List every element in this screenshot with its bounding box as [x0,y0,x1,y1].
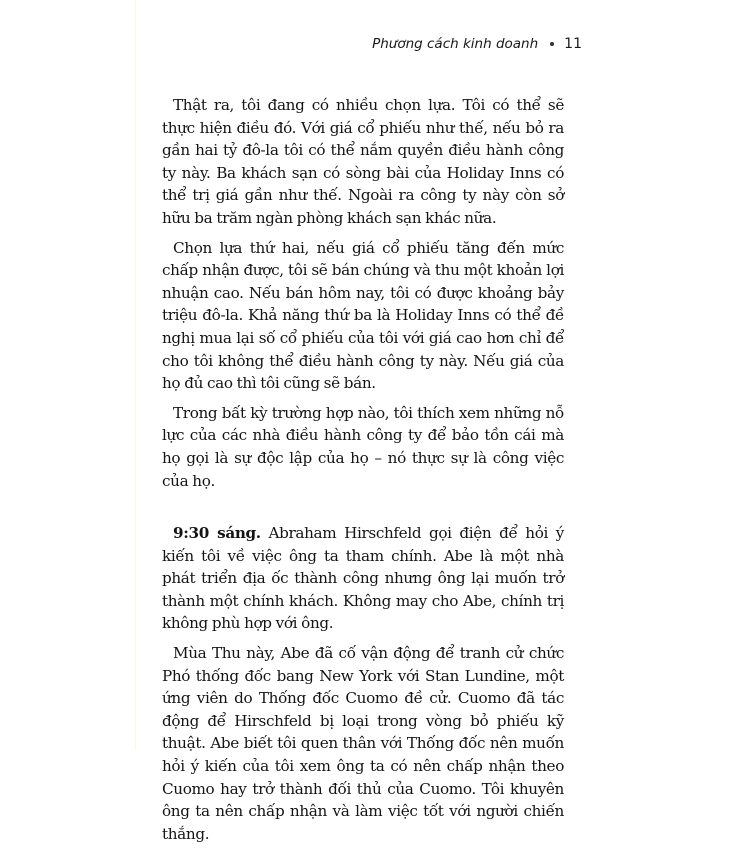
paragraph: Mùa Thu này, Abe đã cố vận động để tranh cử chức Phó thống đốc bang New York với Stan Lundine, một ứng viên do Thống đốc Cuomo đề cử. Cuomo đã tác động để Hirschfeld bị loại trong vòng bỏ phiếu kỹ thuật. Abe biết tôi quen thân với Thống đốc nên muốn hỏi ý kiến của tôi xem ông ta có nên chấp nhận theo Cuomo hay trở thành đối thủ của Cuomo. Tôi khuyên ông ta nên chấp nhận và làm việc tốt với người chiến thắng. [162,644,564,843]
paragraph: Thật ra, tôi đang có nhiều chọn lựa. Tôi có thể sẽ thực hiện điều đó. Với giá cổ phiếu như thế, nếu bỏ ra gần hai tỷ đô-la tôi có thể nắm quyền điều hành công ty này. Ba khách sạn có sòng bài của Holiday Inns có thể trị giá gần như thế. Ngoài ra công ty này còn sở hữu ba trăm ngàn phòng khách sạn khác nữa. [162,96,564,227]
running-header [372,36,582,52]
paragraph-text: Abraham Hirschfeld gọi điện để hỏi ý kiến tôi về việc ông ta tham chính. Abe là một nhà phát triển địa ốc thành công nhưng ông lại muốn trở thành một chính khách. Không may cho Abe, chính trị không phù hợp với ông. [162,524,565,633]
body-text [162,94,564,852]
paragraph: Trong bất kỳ trường hợp nào, tôi thích xem những nỗ lực của các nhà điều hành công ty để bảo tồn cái mà họ gọi là sự độc lập của họ – nó thực sự là công việc của họ. [162,403,564,490]
paragraph: Chọn lựa thứ hai, nếu giá cổ phiếu tăng đến mức chấp nhận được, tôi sẽ bán chúng và thu một khoản lợi nhuận cao. Nếu bán hôm nay, tôi có được khoảng bảy triệu đô-la. Khả năng thứ ba là Holiday Inns có thể đề nghị mua lại số cổ phiếu của tôi với giá cao hơn chỉ để cho tôi không thể điều hành công ty này. Nếu giá của họ đủ cao thì tôi cũng sẽ bán. [162,238,564,393]
time-label: 9:30 sáng. [173,524,261,543]
time-entry-paragraph [162,522,564,635]
page-number: 11 [564,36,582,52]
bullet-separator-icon [550,42,554,46]
section-title: Phương cách kinh doanh [372,36,539,52]
